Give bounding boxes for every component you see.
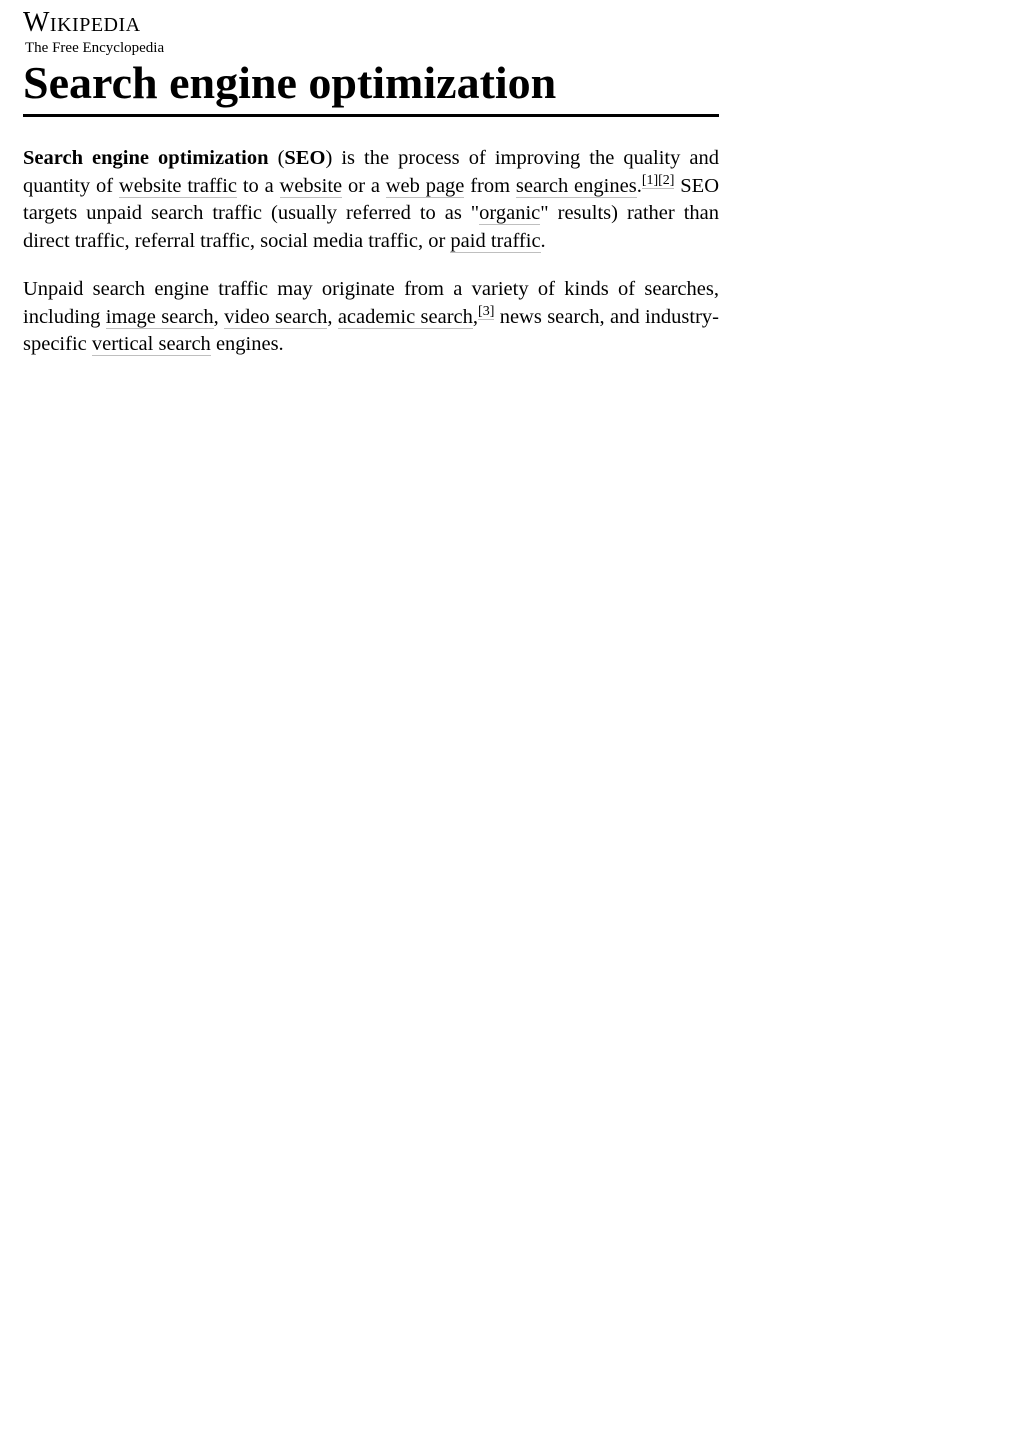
link-video-search[interactable]: video search <box>224 305 328 328</box>
paragraph-text: SEO targets unpaid search traffic (usually referred to as " <box>23 174 720 225</box>
link-website[interactable]: website <box>279 174 343 197</box>
citation-1[interactable]: [1] <box>641 172 659 188</box>
link-academic-search[interactable]: academic search <box>337 305 473 328</box>
paragraph-text: , <box>213 305 225 328</box>
site-tagline: The Free Encyclopedia <box>25 40 165 56</box>
paragraph-text: Unpaid search engine traffic may originate from a variety of kinds of searches, including <box>23 277 719 328</box>
paragraph-text: , <box>327 305 338 328</box>
paragraph-text: news search, and industry-specific <box>23 305 719 356</box>
paragraph-text: ( <box>268 147 285 169</box>
bold-abbreviation: SEO <box>284 147 326 169</box>
link-search-engines[interactable]: search engines <box>515 174 637 197</box>
wikipedia-wordmark: Wikipedia <box>23 7 141 38</box>
paragraph-text: ) is the process of improving the quality and quantity of <box>23 147 719 197</box>
paragraph-text: , <box>472 305 479 328</box>
paragraph-text: engines. <box>210 333 284 356</box>
page-title: Search engine optimization <box>23 58 719 117</box>
link-image-search[interactable]: image search <box>105 305 214 328</box>
paragraph-text: from <box>464 174 516 197</box>
wikipedia-logo[interactable] <box>23 8 183 56</box>
citation-3[interactable]: [3] <box>478 303 495 319</box>
paragraph-text: to a <box>237 174 280 197</box>
link-vertical-search[interactable]: vertical search <box>91 333 211 356</box>
link-organic[interactable]: organic <box>479 202 541 225</box>
citation-2[interactable]: [2] <box>658 172 675 188</box>
link-paid-traffic[interactable]: paid traffic <box>450 230 541 253</box>
paragraph-text: . <box>636 174 642 197</box>
article-page <box>23 8 719 359</box>
bold-term: Search engine optimization <box>23 147 269 169</box>
lead-paragraph <box>23 145 719 256</box>
citation-group <box>478 304 494 320</box>
link-web-page[interactable]: web page <box>385 174 465 197</box>
link-website-traffic[interactable]: website traffic <box>118 174 238 197</box>
paragraph-text: or a <box>342 174 386 197</box>
paragraph-text: . <box>540 230 546 253</box>
second-paragraph <box>23 276 719 359</box>
citation-group <box>642 173 675 189</box>
paragraph-text: " results) rather than direct traffic, referral traffic, social media traffic, or <box>23 202 719 253</box>
